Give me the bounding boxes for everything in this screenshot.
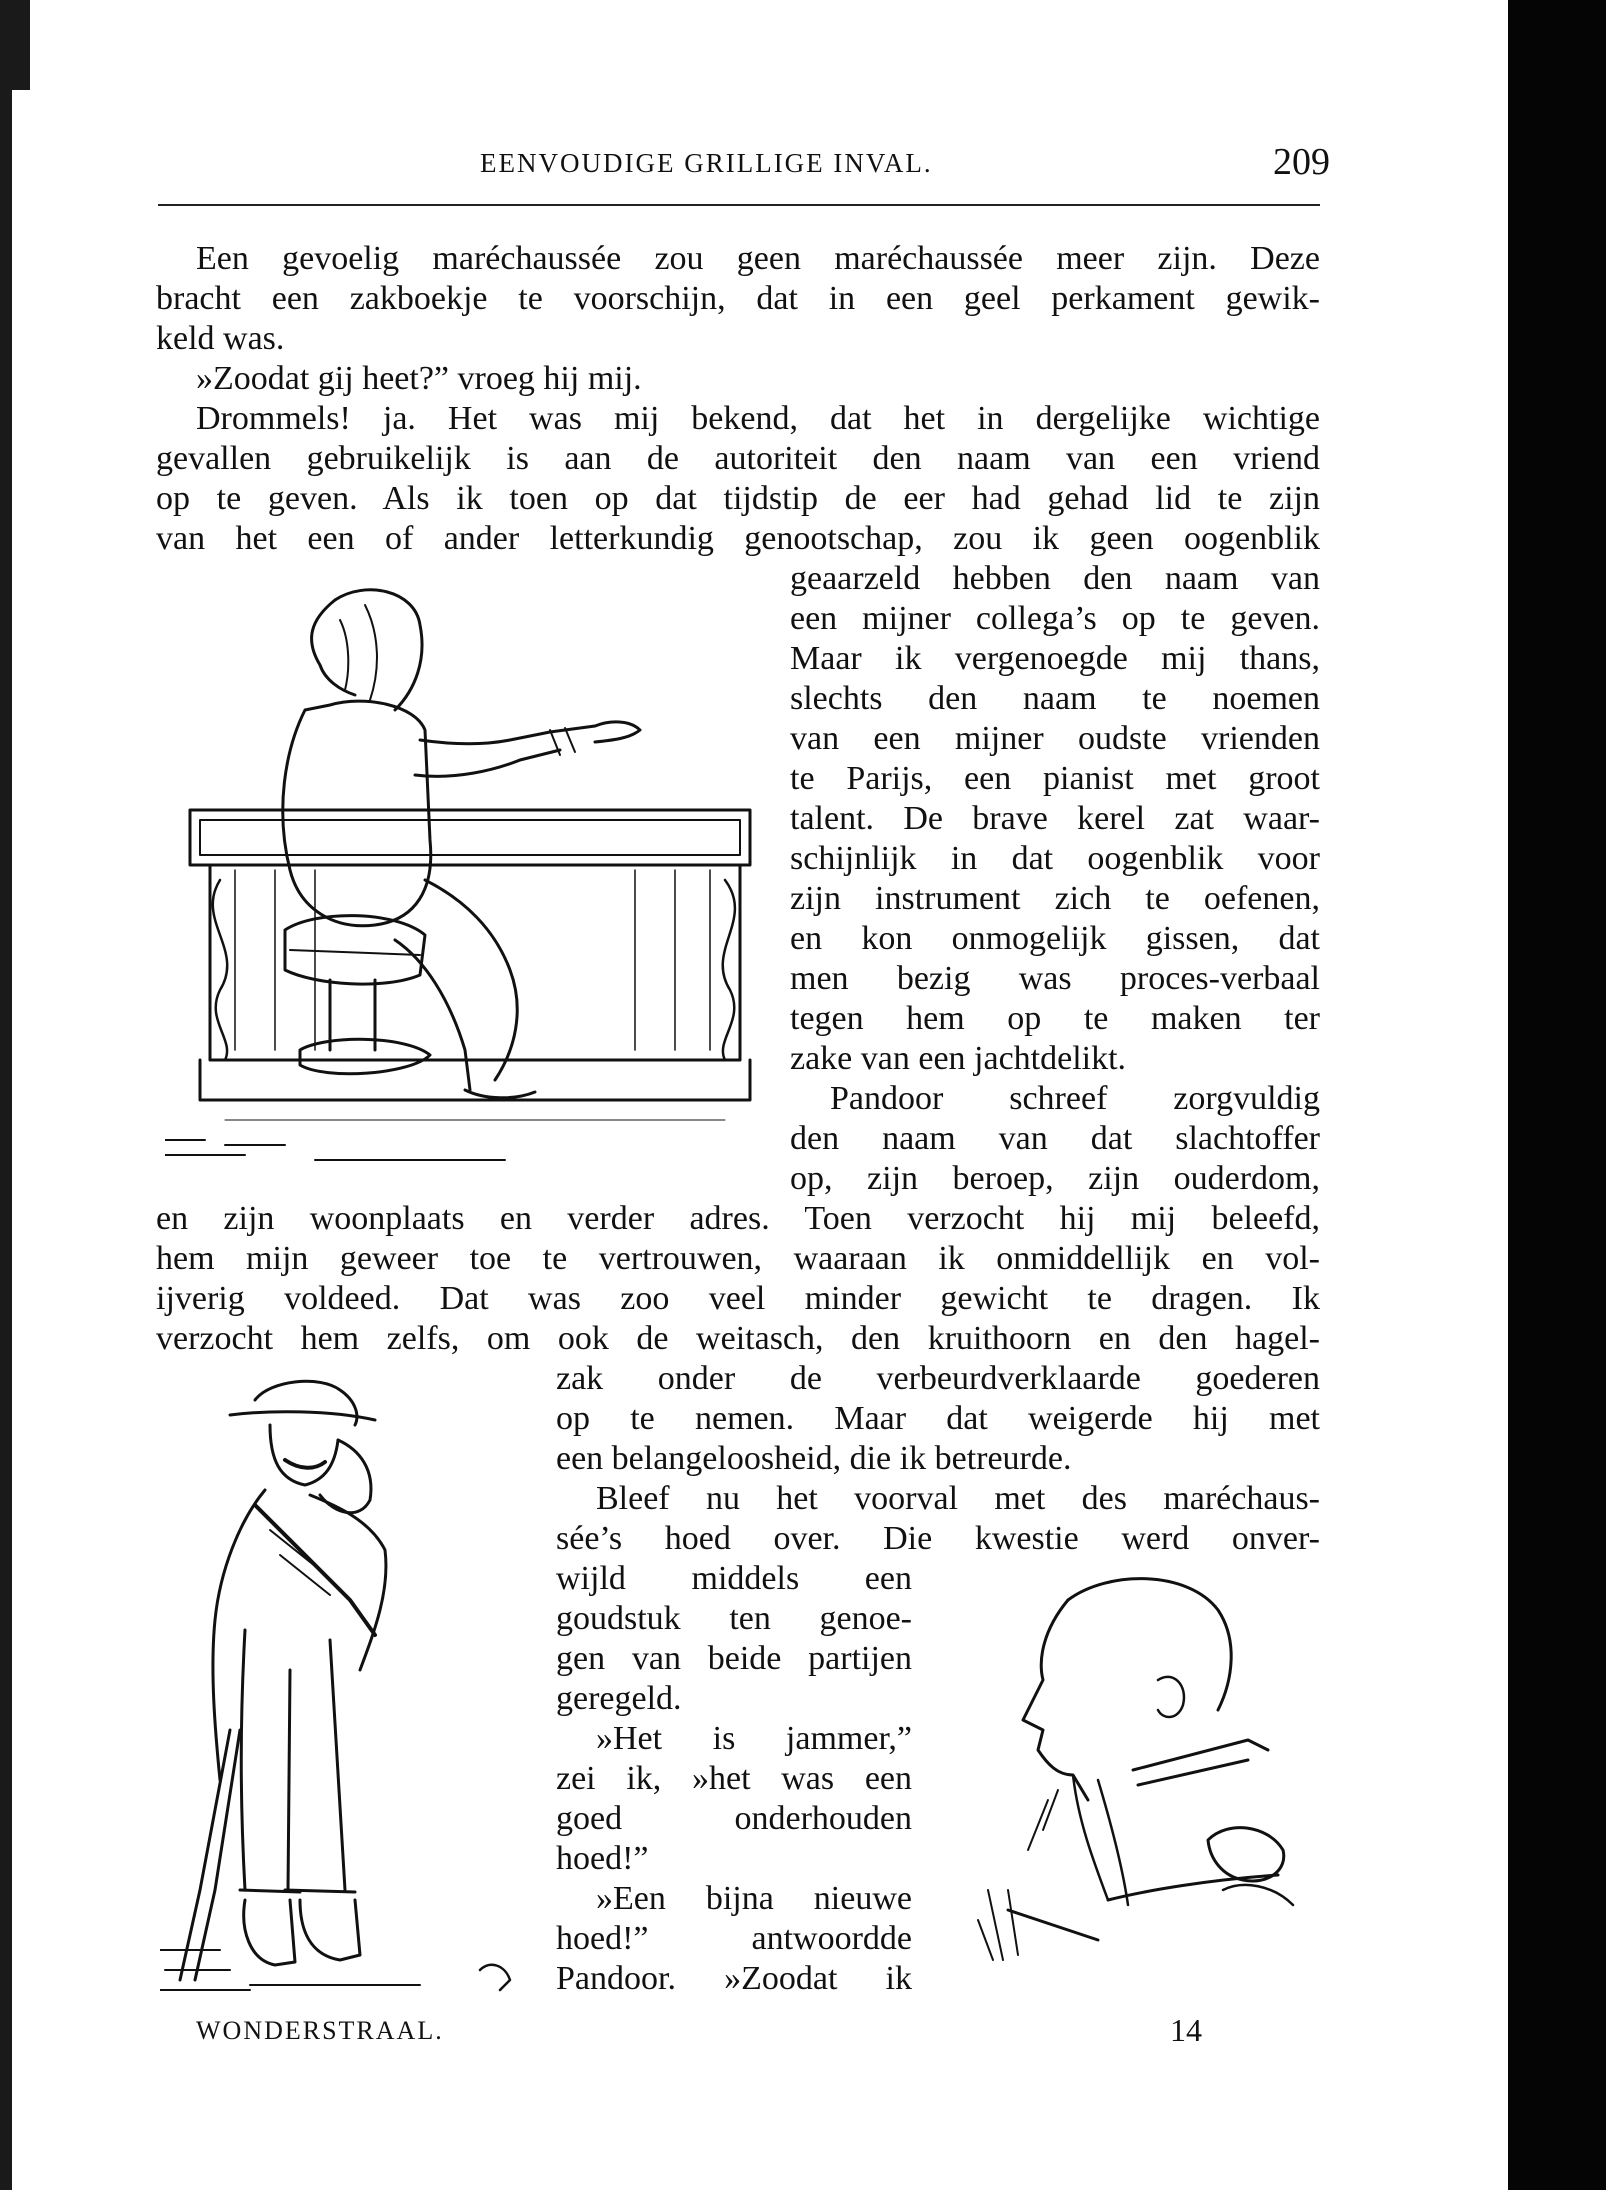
text-line: men bezig was proces-verbaal <box>790 960 1320 997</box>
illustration-standing-man <box>160 1370 540 2010</box>
text-line: geregeld. <box>556 1680 682 1717</box>
text-line: van een mijner oudste vrienden <box>790 720 1320 757</box>
text-line: keld was. <box>156 320 285 357</box>
text-line: gen van beide partijen <box>556 1640 912 1677</box>
text-line: goudstuk ten genoe- <box>556 1600 912 1637</box>
text-line: van het een of ander letterkundig genootschap, zou ik geen oogenblik <box>156 520 1320 557</box>
text-line: Een gevoelig maréchaussée zou geen maréchaussée meer zijn. Deze <box>196 240 1320 277</box>
text-line: zak onder de verbeurdverklaarde goederen <box>556 1360 1320 1397</box>
text-line: te Parijs, een pianist met groot <box>790 760 1320 797</box>
text-line: Pandoor. »Zoodat ik <box>556 1960 912 1997</box>
text-line: en zijn woonplaats en verder adres. Toen verzocht hij mij beleefd, <box>156 1200 1320 1237</box>
text-line: ijverig voldeed. Dat was zoo veel minder gewicht te dragen. Ik <box>156 1280 1320 1317</box>
text-line: »Zoodat gij heet?” vroeg hij mij. <box>196 360 642 397</box>
text-line: Maar ik vergenoegde mij thans, <box>790 640 1320 677</box>
text-line: op te nemen. Maar dat weigerde hij met <box>556 1400 1320 1437</box>
text-line: hem mijn geweer toe te vertrouwen, waaraan ik onmiddellijk en vol- <box>156 1240 1320 1277</box>
text-line: zijn instrument zich te oefenen, <box>790 880 1320 917</box>
text-line: op te geven. Als ik toen op dat tijdstip de eer had gehad lid te zijn <box>156 480 1320 517</box>
running-title: EENVOUDIGE GRILLIGE INVAL. <box>480 148 933 178</box>
text-line: tegen hem op te maken ter <box>790 1000 1320 1037</box>
text-line: op, zijn beroep, zijn ouderdom, <box>790 1160 1320 1197</box>
text-line: talent. De brave kerel zat waar- <box>790 800 1320 837</box>
header-rule <box>158 204 1320 206</box>
text-line: Pandoor schreef zorgvuldig <box>830 1080 1320 1117</box>
sheet-number: 14 <box>1170 2012 1202 2048</box>
scan-edge-right <box>1508 0 1606 2190</box>
illustration-soldier-head <box>948 1560 1328 1990</box>
scan-edge-left-top <box>0 0 30 90</box>
signature-mark: WONDERSTRAAL. <box>196 2016 444 2045</box>
text-line: schijnlijk in dat oogenblik voor <box>790 840 1320 877</box>
text-line: wijld middels een <box>556 1560 912 1597</box>
text-line: geaarzeld hebben den naam van <box>790 560 1320 597</box>
text-line: »Het is jammer,” <box>596 1720 912 1757</box>
text-line: slechts den naam te noemen <box>790 680 1320 717</box>
text-line: »Een bijna nieuwe <box>596 1880 912 1917</box>
scan-edge-left <box>0 0 12 2190</box>
page-number: 209 <box>1273 141 1330 183</box>
illustration-pianist <box>165 580 775 1190</box>
text-line: verzocht hem zelfs, om ook de weitasch, den kruithoorn en den hagel- <box>156 1320 1320 1357</box>
text-line: hoed!” antwoordde <box>556 1920 912 1957</box>
text-line: een belangeloosheid, die ik betreurde. <box>556 1440 1072 1477</box>
text-line: sée’s hoed over. Die kwestie werd onver- <box>556 1520 1320 1557</box>
text-line: goed onderhouden <box>556 1800 912 1837</box>
text-line: en kon onmogelijk gissen, dat <box>790 920 1320 957</box>
page-header <box>150 138 1330 188</box>
text-line: een mijner collega’s op te geven. <box>790 600 1320 637</box>
text-line: den naam van dat slachtoffer <box>790 1120 1320 1157</box>
text-line: bracht een zakboekje te voorschijn, dat in een geel perkament gewik- <box>156 280 1320 317</box>
text-line: gevallen gebruikelijk is aan de autoriteit den naam van een vriend <box>156 440 1320 477</box>
text-line: Drommels! ja. Het was mij bekend, dat het in dergelijke wichtige <box>196 400 1320 437</box>
text-line: zake van een jachtdelikt. <box>790 1040 1127 1077</box>
text-line: zei ik, »het was een <box>556 1760 912 1797</box>
text-line: Bleef nu het voorval met des maréchaus- <box>596 1480 1320 1517</box>
text-line: hoed!” <box>556 1840 649 1877</box>
